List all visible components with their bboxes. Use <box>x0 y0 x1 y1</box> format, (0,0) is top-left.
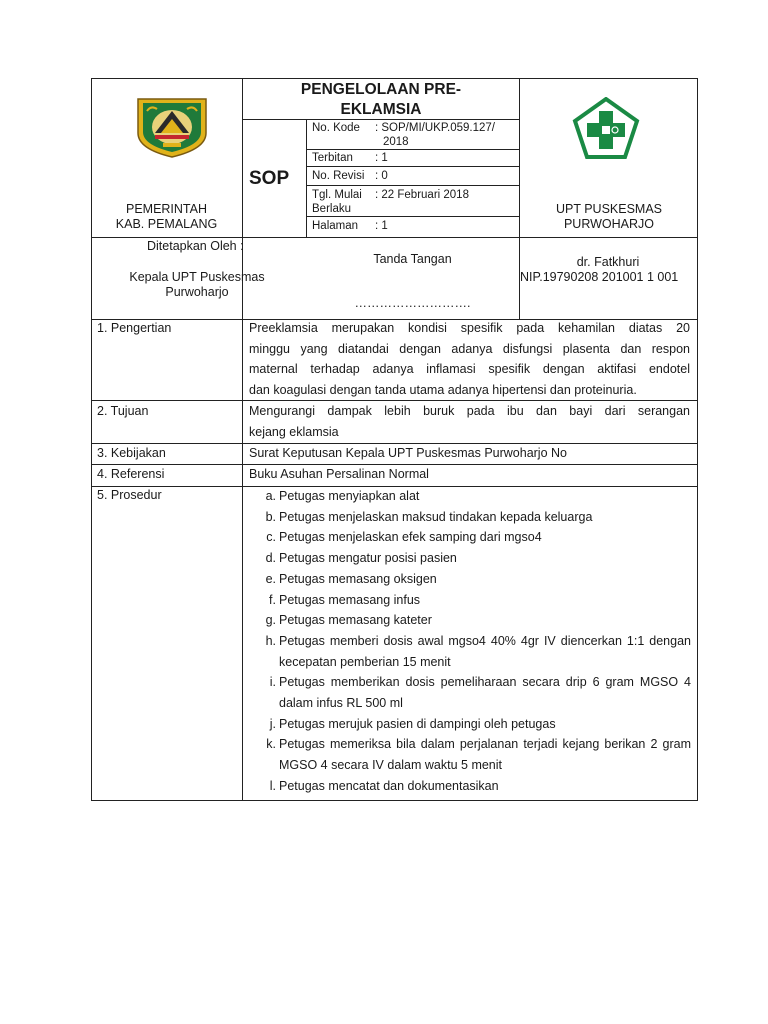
pengertian-text <box>249 318 690 401</box>
prosedur-text: Petugas memasang infus <box>279 592 421 607</box>
prosedur-marker: i. <box>269 675 276 690</box>
prosedur-marker: g. <box>265 613 276 628</box>
tujuan-line: kejang eklamsia <box>249 424 339 439</box>
prosedur-marker: j. <box>269 716 276 731</box>
ditetapkan-oleh: Ditetapkan Oleh : <box>147 239 244 253</box>
signer-nip: NIP.19790208 201001 1 001 <box>520 270 679 284</box>
kepala-line2: Purwoharjo <box>165 285 229 299</box>
prosedur-marker: f. <box>269 592 276 607</box>
prosedur-text: Petugas memasang oksigen <box>279 571 437 586</box>
divider <box>91 464 698 465</box>
pengertian-line: maternal terhadap adanya inflamasi spesifik dengan aktifasi endotel <box>249 362 690 377</box>
prosedur-text: Petugas mengatur posisi pasien <box>279 551 457 566</box>
kepala-line1: Kepala UPT Puskesmas <box>129 270 265 284</box>
prosedur-item <box>256 610 691 631</box>
no-kode-value: : SOP/MI/UKP.059.127/ <box>375 122 495 134</box>
divider <box>306 119 307 237</box>
prosedur-marker: l. <box>269 778 276 793</box>
tgl-berlaku-label: Berlaku <box>312 203 351 215</box>
divider <box>91 443 698 444</box>
tgl-value: : 22 Februari 2018 <box>375 189 469 201</box>
org-right-line1: UPT PUSKESMAS <box>555 202 663 216</box>
signature-dots: ………………………. <box>354 296 471 310</box>
puskesmas-logo-icon <box>571 97 641 161</box>
prosedur-item <box>256 631 691 672</box>
prosedur-item <box>256 507 691 528</box>
kab-pemalang-emblem-icon <box>135 97 209 159</box>
prosedur-marker: b. <box>265 509 276 524</box>
halaman-label: Halaman <box>312 220 359 232</box>
no-revisi-label: No. Revisi <box>312 170 365 182</box>
pengertian-label: 1. Pengertian <box>97 321 172 335</box>
document-title <box>243 80 519 120</box>
pengertian-line: dan koagulasi dengan tanda utama adanya hipertensi dan proteinuria. <box>249 383 637 398</box>
prosedur-text: Petugas memeriksa bila dalam perjalanan terjadi kejang berikan 2 gram MGSO 4 secara IV dalam waktu 5 menit <box>279 737 691 773</box>
prosedur-text: Petugas memasang kateter <box>279 613 432 628</box>
title-line1: PENGELOLAAN PRE- <box>300 81 462 98</box>
title-line2: EKLAMSIA <box>340 101 422 118</box>
org-right-line2: PURWOHARJO <box>563 217 655 231</box>
tujuan-line: Mengurangi dampak lebih buruk pada ibu dan bayi dari serangan <box>249 404 690 418</box>
pengertian-line: minggu yang diatandai dengan adanya disfungsi plasenta dan respon <box>249 341 690 356</box>
prosedur-marker: k. <box>266 737 276 752</box>
divider <box>306 216 519 217</box>
org-left-line2: KAB. PEMALANG <box>115 217 218 231</box>
tanda-tangan-label: Tanda Tangan <box>373 252 452 266</box>
prosedur-item <box>256 672 691 713</box>
prosedur-text: Petugas menyiapkan alat <box>279 489 420 503</box>
prosedur-text: Petugas merujuk pasien di dampingi oleh petugas <box>279 716 556 731</box>
referensi-label: 4. Referensi <box>97 467 165 481</box>
prosedur-marker: h. <box>265 633 276 648</box>
prosedur-text: Petugas memberikan dosis pemeliharaan secara drip 6 gram MGSO 4 dalam infus RL 500 ml <box>279 675 691 710</box>
org-left-line1: PEMERINTAH <box>125 202 208 216</box>
signer-name: dr. Fatkhuri <box>576 255 640 269</box>
tgl-mulai-label: Tgl. Mulai <box>312 189 362 201</box>
no-kode-label: No. Kode <box>312 122 360 134</box>
doc-type-label: SOP <box>249 168 290 189</box>
prosedur-item <box>256 527 691 548</box>
divider <box>306 185 519 186</box>
prosedur-item <box>256 486 691 507</box>
kebijakan-label: 3. Kebijakan <box>97 446 166 460</box>
no-revisi-value: : 0 <box>375 170 388 182</box>
no-kode-value-2: 2018 <box>383 136 409 148</box>
divider <box>91 237 698 238</box>
tujuan-label: 2. Tujuan <box>97 404 149 418</box>
tujuan-text <box>249 401 690 442</box>
prosedur-marker: c. <box>266 530 276 545</box>
divider <box>306 166 519 167</box>
prosedur-label: 5. Prosedur <box>97 488 162 502</box>
referensi-text: Buku Asuhan Persalinan Normal <box>249 467 429 481</box>
prosedur-text: Petugas mencatat dan dokumentasikan <box>279 778 499 793</box>
prosedur-text: Petugas menjelaskan efek samping dari mgso4 <box>279 530 542 545</box>
prosedur-text: Petugas menjelaskan maksud tindakan kepada keluarga <box>279 509 593 524</box>
halaman-value: : 1 <box>375 220 388 232</box>
prosedur-text: Petugas memberi dosis awal mgso4 40% 4gr IV diencerkan 1:1 dengan kecepatan pemberian 15 menit <box>279 633 691 669</box>
divider <box>242 319 243 801</box>
prosedur-item <box>256 569 691 590</box>
pengertian-line: Preeklamsia merupakan kondisi spesifik pada kehamilan diatas 20 <box>249 321 690 335</box>
prosedur-item <box>256 590 691 611</box>
prosedur-item <box>256 548 691 569</box>
terbitan-label: Terbitan <box>312 152 353 164</box>
terbitan-value: : 1 <box>375 152 388 164</box>
divider <box>306 149 519 150</box>
prosedur-marker: e. <box>265 571 276 586</box>
prosedur-item <box>256 776 691 797</box>
prosedur-item <box>256 734 691 775</box>
prosedur-marker: d. <box>265 551 276 566</box>
kebijakan-text: Surat Keputusan Kepala UPT Puskesmas Purwoharjo No <box>249 446 567 460</box>
prosedur-item <box>256 714 691 735</box>
prosedur-marker: a. <box>265 489 276 503</box>
